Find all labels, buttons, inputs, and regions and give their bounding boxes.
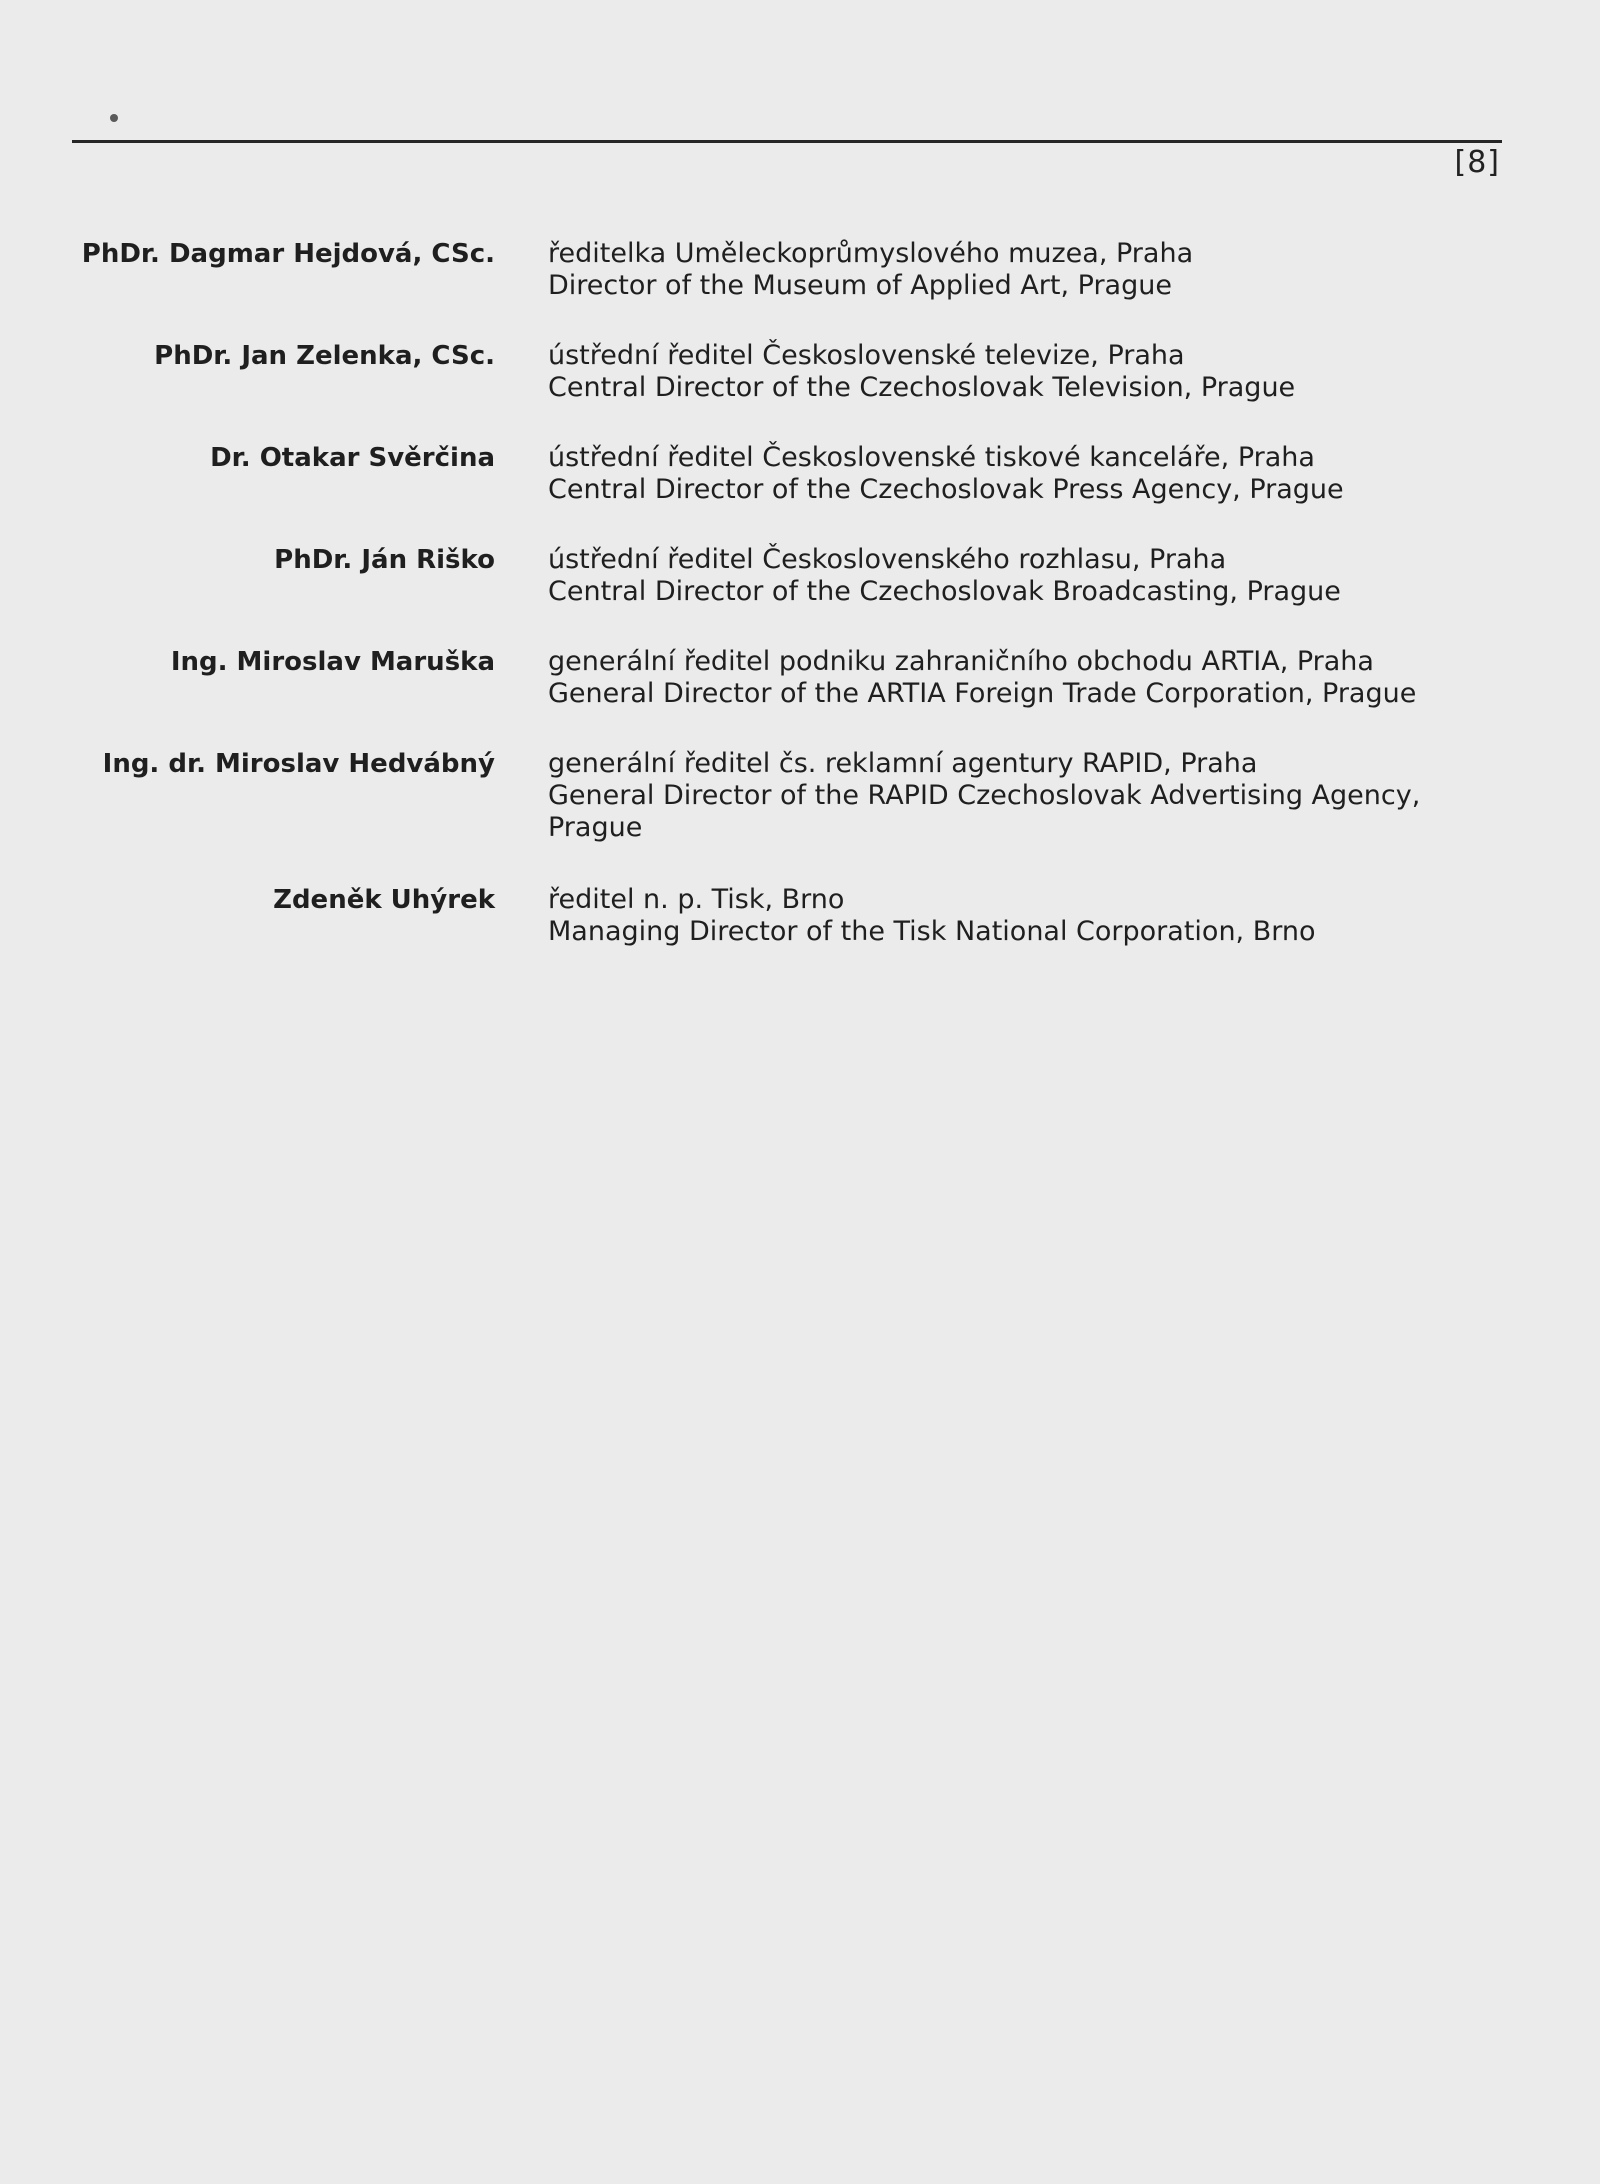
entry-description <box>548 442 1508 506</box>
entry-title-en: General Director of the ARTIA Foreign Trade Corporation, Prague <box>548 678 1417 709</box>
entry-name: PhDr. Jan Zelenka, CSc. <box>154 341 495 371</box>
entry-name: Dr. Otakar Svěrčina <box>210 443 495 473</box>
entry-title-en: Managing Director of the Tisk National Corporation, Brno <box>548 916 1316 947</box>
page-number: [8] <box>1454 145 1500 180</box>
entry-title-en: Central Director of the Czechoslovak Press Agency, Prague <box>548 474 1344 505</box>
entry-title-en: Central Director of the Czechoslovak Broadcasting, Prague <box>548 576 1341 607</box>
entry-title-cz: ústřední ředitel Československého rozhlasu, Praha <box>548 544 1227 575</box>
entry-title-en: Director of the Museum of Applied Art, Prague <box>548 270 1172 301</box>
entry-title-cz: ředitel n. p. Tisk, Brno <box>548 884 845 915</box>
entry-name: PhDr. Ján Riško <box>274 545 495 575</box>
entry-title-cz: generální ředitel podniku zahraničního obchodu ARTIA, Praha <box>548 646 1374 677</box>
entry-name: Ing. Miroslav Maruška <box>170 647 495 677</box>
entry-description <box>548 884 1508 948</box>
entry-title-cz: generální ředitel čs. reklamní agentury RAPID, Praha <box>548 748 1258 779</box>
entry-description <box>548 544 1508 608</box>
entry-description <box>548 748 1508 844</box>
entry-name: Ing. dr. Miroslav Hedvábný <box>102 749 495 779</box>
entry-name: PhDr. Dagmar Hejdová, CSc. <box>81 239 495 269</box>
entry-title-en: General Director of the RAPID Czechoslovak Advertising Agency, Prague <box>548 780 1421 843</box>
entry-description <box>548 340 1508 404</box>
entry-description <box>548 646 1508 710</box>
ink-dot <box>110 114 118 122</box>
entry-description <box>548 238 1508 302</box>
header-rule <box>72 140 1502 143</box>
entry-title-en: Central Director of the Czechoslovak Television, Prague <box>548 372 1296 403</box>
entry-title-cz: ředitelka Uměleckoprůmyslového muzea, Praha <box>548 238 1194 269</box>
entry-name: Zdeněk Uhýrek <box>273 885 495 915</box>
entry-title-cz: ústřední ředitel Československé tiskové kanceláře, Praha <box>548 442 1315 473</box>
entry-title-cz: ústřední ředitel Československé televize, Praha <box>548 340 1185 371</box>
